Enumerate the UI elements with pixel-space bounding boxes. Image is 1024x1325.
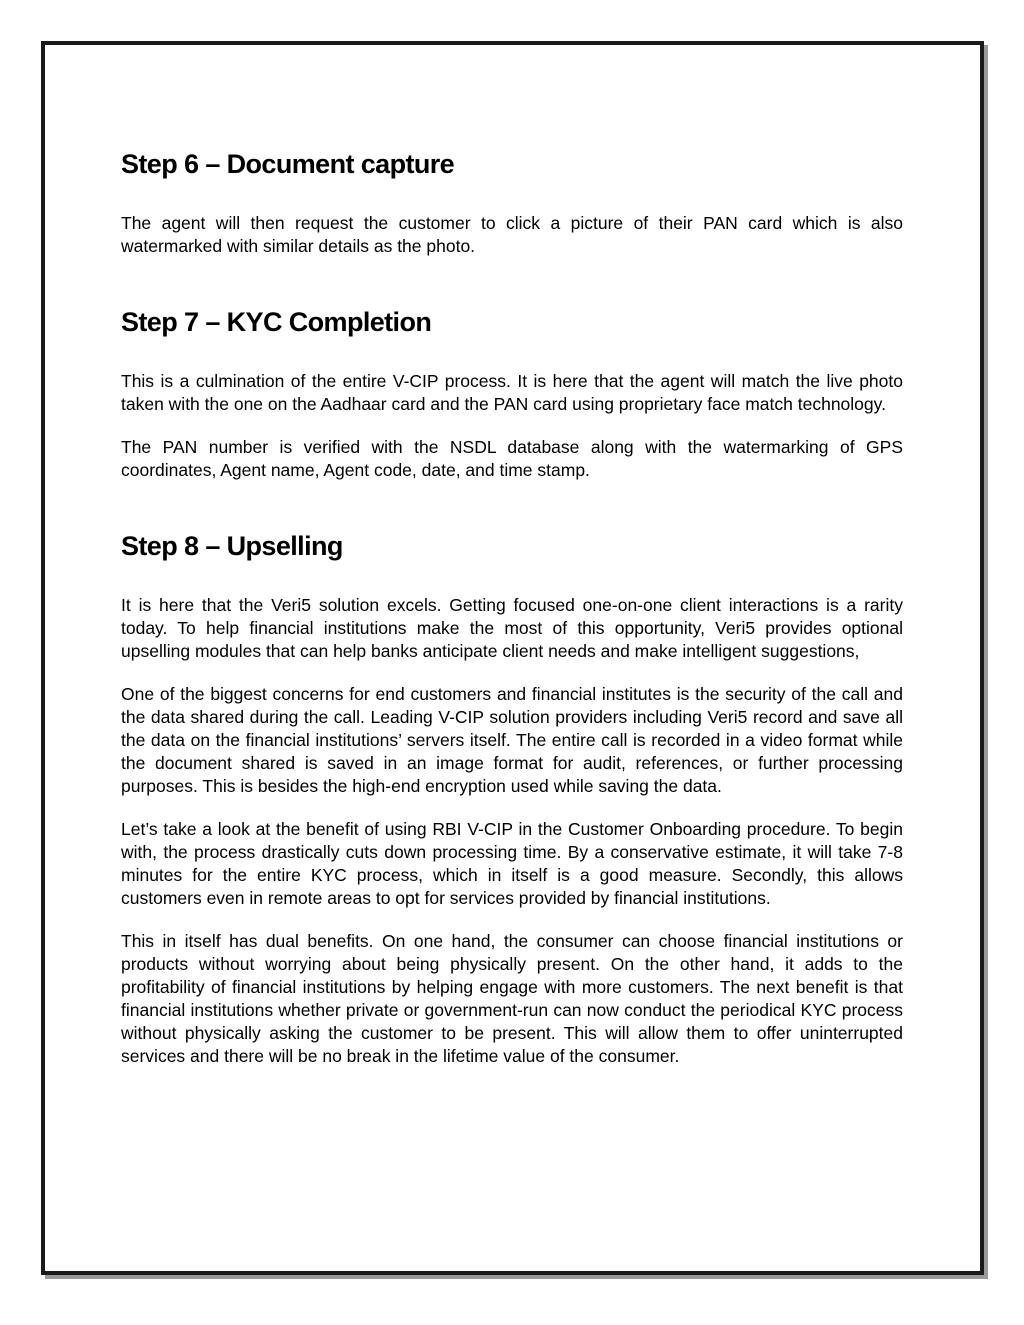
step-6-heading: Step 6 – Document capture [121,149,455,179]
step-6-paragraph-1: The agent will then request the customer to click a picture of their PAN card which is also watermarked with similar details as the photo. [121,213,903,256]
step-8-paragraph-4: This in itself has dual benefits. On one hand, the consumer can choose financial institutions or products without worrying about being physically present. On the other hand, it adds to the profitability of financial institutions by helping engage with more customers. The next benefit is that financial institutions whether private or government-run can now conduct the periodical KYC process without physically asking the customer to be present. This will allow them to offer uninterrupted services and there will be no break in the lifetime value of the consumer. [121,931,903,1066]
step-8-paragraph-1: It is here that the Veri5 solution excels. Getting focused one-on-one client interactions is a rarity today. To help financial institutions make the most of this opportunity, Veri5 provides optional upselling modules that can help banks anticipate client needs and make intelligent suggestions, [121,595,903,661]
step-8-paragraph-3: Let’s take a look at the benefit of using RBI V-CIP in the Customer Onboarding procedure. To begin with, the process drastically cuts down processing time. By a conservative estimate, it will take 7-8 minutes for the entire KYC process, which in itself is a good measure. Secondly, this allows customers even in remote areas to opt for services provided by financial institutions. [121,819,903,908]
step-8-paragraph-2: One of the biggest concerns for end customers and financial institutes is the security of the call and the data shared during the call. Leading V-CIP solution providers including Veri5 record and save all the data on the financial institutions’ servers itself. The entire call is recorded in a video format while the document shared is saved in an image format for audit, references, or further processing purposes. This is besides the high-end encryption used while saving the data. [121,684,903,796]
step-7-paragraph-2: The PAN number is verified with the NSDL database along with the watermarking of GPS coordinates, Agent name, Agent code, date, and time stamp. [121,437,903,480]
step-8-heading: Step 8 – Upselling [121,531,343,561]
document-body [121,146,903,1068]
step-7-paragraph-1: This is a culmination of the entire V-CIP process. It is here that the agent will match the live photo taken with the one on the Aadhaar card and the PAN card using proprietary face match technology. [121,371,903,414]
step-7-heading: Step 7 – KYC Completion [121,307,432,337]
